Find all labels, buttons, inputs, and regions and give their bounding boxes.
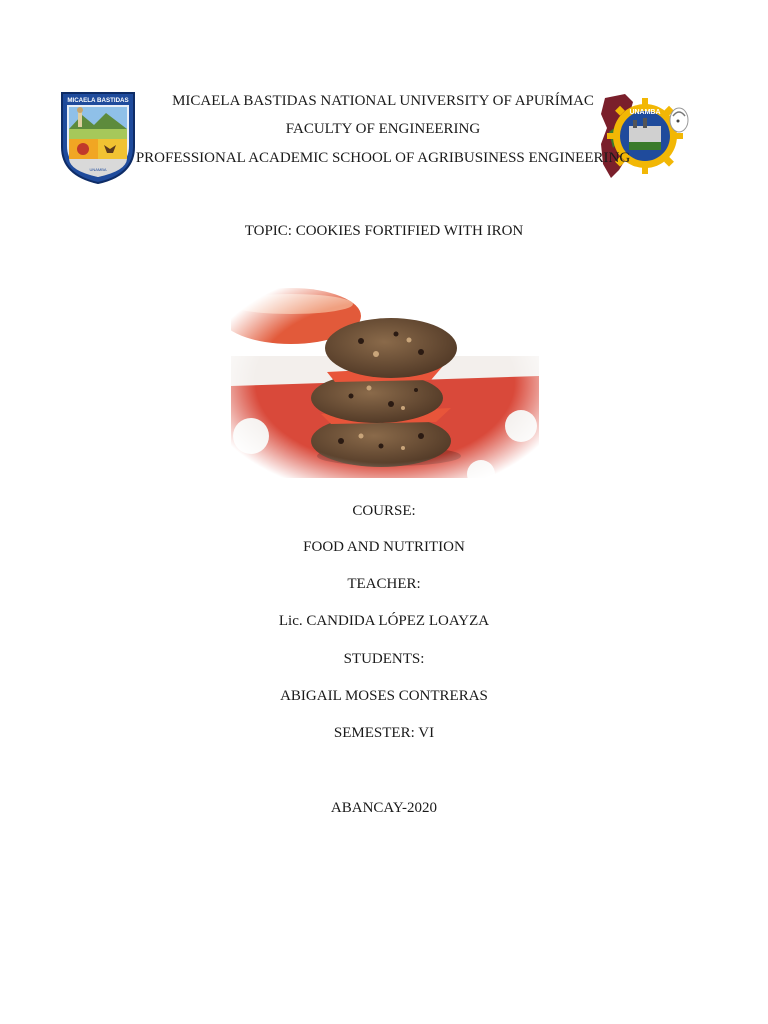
semester: SEMESTER: VI <box>333 725 435 741</box>
school-name: PROFESSIONAL ACADEMIC SCHOOL OF AGRIBUSINESS ENGINEERING <box>135 150 631 166</box>
students-value: ABIGAIL MOSES CONTRERAS <box>280 688 488 704</box>
course-value: FOOD AND NUTRITION <box>303 539 465 555</box>
university-name: MICAELA BASTIDAS NATIONAL UNIVERSITY OF APURÍMAC <box>172 93 594 109</box>
teacher-value: Lic. CANDIDA LÓPEZ LOAYZA <box>278 613 490 629</box>
cookie-stack-photo <box>231 286 539 478</box>
place-year: ABANCAY-2020 <box>330 800 438 816</box>
svg-text:UNAMBA: UNAMBA <box>89 167 107 172</box>
course-label: COURSE: <box>352 503 416 519</box>
crest-lettering: MICAELA BASTIDAS <box>67 97 129 104</box>
university-crest-logo <box>60 91 136 185</box>
teacher-label: TEACHER: <box>347 576 421 592</box>
faculty-name: FACULTY OF ENGINEERING <box>285 121 481 137</box>
emblem-lettering: UNAMBA <box>629 109 661 116</box>
topic-title: TOPIC: COOKIES FORTIFIED WITH IRON <box>244 223 524 239</box>
students-label: STUDENTS: <box>343 651 425 667</box>
